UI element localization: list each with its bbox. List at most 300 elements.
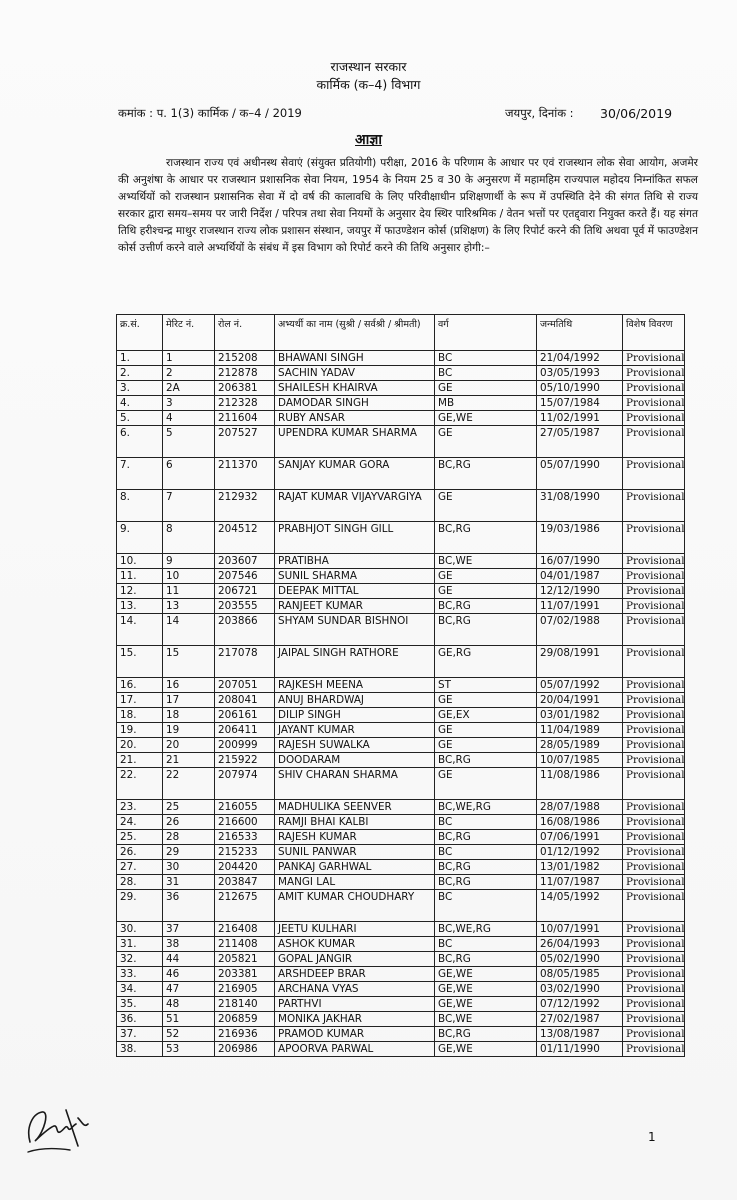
- name-cell: DOODARAM: [275, 753, 435, 768]
- serial-cell: 27.: [117, 860, 163, 875]
- dob-cell: 27/02/1987: [537, 1012, 623, 1027]
- remarks-cell: Provisional: [623, 967, 685, 982]
- roll-cell: 211604: [215, 411, 275, 426]
- remarks-cell: Provisional: [623, 678, 685, 693]
- category-cell: GE: [435, 723, 537, 738]
- col-header-merit: मेरिट नं.: [163, 315, 215, 351]
- table-row: [117, 411, 685, 426]
- name-cell: ASHOK KUMAR: [275, 937, 435, 952]
- merit-cell: 20: [163, 738, 215, 753]
- dob-cell: 11/07/1991: [537, 599, 623, 614]
- table-row: [117, 554, 685, 569]
- table-row: [117, 982, 685, 997]
- dob-cell: 28/07/1988: [537, 800, 623, 815]
- serial-cell: 23.: [117, 800, 163, 815]
- remarks-cell: Provisional: [623, 830, 685, 845]
- name-cell: JAIPAL SINGH RATHORE: [275, 646, 435, 678]
- remarks-cell: Provisional: [623, 411, 685, 426]
- table-row: [117, 522, 685, 554]
- remarks-cell: Provisional: [623, 351, 685, 366]
- name-cell: RANJEET KUMAR: [275, 599, 435, 614]
- remarks-cell: Provisional: [623, 490, 685, 522]
- dob-cell: 31/08/1990: [537, 490, 623, 522]
- name-cell: SUNIL SHARMA: [275, 569, 435, 584]
- dob-cell: 03/02/1990: [537, 982, 623, 997]
- category-cell: BC,WE,RG: [435, 800, 537, 815]
- table-row: [117, 1027, 685, 1042]
- name-cell: UPENDRA KUMAR SHARMA: [275, 426, 435, 458]
- serial-cell: 32.: [117, 952, 163, 967]
- roll-cell: 216408: [215, 922, 275, 937]
- place-date-label: जयपुर, दिनांक :: [505, 106, 574, 120]
- serial-cell: 9.: [117, 522, 163, 554]
- merit-cell: 46: [163, 967, 215, 982]
- serial-cell: 17.: [117, 693, 163, 708]
- name-cell: APOORVA PARWAL: [275, 1042, 435, 1057]
- table-row: [117, 875, 685, 890]
- serial-cell: 16.: [117, 678, 163, 693]
- merit-cell: 6: [163, 458, 215, 490]
- serial-cell: 12.: [117, 584, 163, 599]
- category-cell: BC: [435, 351, 537, 366]
- category-cell: BC,RG: [435, 952, 537, 967]
- merit-cell: 10: [163, 569, 215, 584]
- name-cell: RAJESH SUWALKA: [275, 738, 435, 753]
- dob-cell: 13/01/1982: [537, 860, 623, 875]
- header-government: राजस्थान सरकार: [330, 59, 407, 74]
- category-cell: BC: [435, 890, 537, 922]
- appointment-table: [116, 314, 685, 1057]
- remarks-cell: Provisional: [623, 768, 685, 800]
- roll-cell: 217078: [215, 646, 275, 678]
- merit-cell: 36: [163, 890, 215, 922]
- remarks-cell: Provisional: [623, 458, 685, 490]
- category-cell: BC,RG: [435, 1027, 537, 1042]
- merit-cell: 30: [163, 860, 215, 875]
- table-row: [117, 646, 685, 678]
- serial-cell: 24.: [117, 815, 163, 830]
- roll-cell: 216055: [215, 800, 275, 815]
- name-cell: ARCHANA VYAS: [275, 982, 435, 997]
- merit-cell: 3: [163, 396, 215, 411]
- category-cell: GE,WE: [435, 982, 537, 997]
- col-header-dob: जन्मतिथि: [537, 315, 623, 351]
- category-cell: BC,RG: [435, 753, 537, 768]
- order-date: 30/06/2019: [600, 106, 673, 121]
- col-header-roll: रोल नं.: [215, 315, 275, 351]
- roll-cell: 203866: [215, 614, 275, 646]
- roll-cell: 212328: [215, 396, 275, 411]
- name-cell: PRAMOD KUMAR: [275, 1027, 435, 1042]
- table-row: [117, 768, 685, 800]
- remarks-cell: Provisional: [623, 875, 685, 890]
- serial-cell: 18.: [117, 708, 163, 723]
- category-cell: GE: [435, 738, 537, 753]
- category-cell: BC,RG: [435, 614, 537, 646]
- dob-cell: 03/01/1982: [537, 708, 623, 723]
- serial-cell: 28.: [117, 875, 163, 890]
- serial-cell: 22.: [117, 768, 163, 800]
- name-cell: SHIV CHARAN SHARMA: [275, 768, 435, 800]
- remarks-cell: Provisional: [623, 522, 685, 554]
- table-row: [117, 753, 685, 768]
- table-row: [117, 800, 685, 815]
- category-cell: BC: [435, 845, 537, 860]
- table-row: [117, 381, 685, 396]
- category-cell: BC,RG: [435, 522, 537, 554]
- dob-cell: 10/07/1991: [537, 922, 623, 937]
- category-cell: GE,WE: [435, 1042, 537, 1057]
- remarks-cell: Provisional: [623, 554, 685, 569]
- roll-cell: 200999: [215, 738, 275, 753]
- dob-cell: 05/07/1990: [537, 458, 623, 490]
- roll-cell: 206721: [215, 584, 275, 599]
- merit-cell: 18: [163, 708, 215, 723]
- merit-cell: 7: [163, 490, 215, 522]
- roll-cell: 203555: [215, 599, 275, 614]
- serial-cell: 7.: [117, 458, 163, 490]
- merit-cell: 31: [163, 875, 215, 890]
- merit-cell: 19: [163, 723, 215, 738]
- table-row: [117, 396, 685, 411]
- remarks-cell: Provisional: [623, 1012, 685, 1027]
- name-cell: SANJAY KUMAR GORA: [275, 458, 435, 490]
- category-cell: BC,WE: [435, 1012, 537, 1027]
- merit-cell: 48: [163, 997, 215, 1012]
- table-row: [117, 569, 685, 584]
- merit-cell: 25: [163, 800, 215, 815]
- name-cell: PRATIBHA: [275, 554, 435, 569]
- serial-cell: 4.: [117, 396, 163, 411]
- serial-cell: 6.: [117, 426, 163, 458]
- name-cell: ARSHDEEP BRAR: [275, 967, 435, 982]
- reference-number: कमांक : प. 1(3) कार्मिक / क–4 / 2019: [118, 106, 302, 120]
- merit-cell: 52: [163, 1027, 215, 1042]
- name-cell: DILIP SINGH: [275, 708, 435, 723]
- remarks-cell: Provisional: [623, 890, 685, 922]
- serial-cell: 10.: [117, 554, 163, 569]
- table-row: [117, 351, 685, 366]
- table-header-row: [117, 315, 685, 351]
- merit-cell: 37: [163, 922, 215, 937]
- roll-cell: 216533: [215, 830, 275, 845]
- roll-cell: 207527: [215, 426, 275, 458]
- category-cell: BC: [435, 366, 537, 381]
- dob-cell: 01/12/1992: [537, 845, 623, 860]
- roll-cell: 208041: [215, 693, 275, 708]
- name-cell: GOPAL JANGIR: [275, 952, 435, 967]
- dob-cell: 11/08/1986: [537, 768, 623, 800]
- table-row: [117, 830, 685, 845]
- dob-cell: 07/02/1988: [537, 614, 623, 646]
- serial-cell: 19.: [117, 723, 163, 738]
- table-row: [117, 426, 685, 458]
- category-cell: BC,RG: [435, 875, 537, 890]
- roll-cell: 206859: [215, 1012, 275, 1027]
- merit-cell: 9: [163, 554, 215, 569]
- roll-cell: 216905: [215, 982, 275, 997]
- roll-cell: 205821: [215, 952, 275, 967]
- merit-cell: 44: [163, 952, 215, 967]
- dob-cell: 19/03/1986: [537, 522, 623, 554]
- remarks-cell: Provisional: [623, 584, 685, 599]
- name-cell: MADHULIKA SEENVER: [275, 800, 435, 815]
- merit-cell: 47: [163, 982, 215, 997]
- dob-cell: 04/01/1987: [537, 569, 623, 584]
- remarks-cell: Provisional: [623, 982, 685, 997]
- remarks-cell: Provisional: [623, 937, 685, 952]
- roll-cell: 206986: [215, 1042, 275, 1057]
- merit-cell: 13: [163, 599, 215, 614]
- table-row: [117, 890, 685, 922]
- dob-cell: 20/04/1991: [537, 693, 623, 708]
- category-cell: BC,WE: [435, 554, 537, 569]
- serial-cell: 1.: [117, 351, 163, 366]
- serial-cell: 20.: [117, 738, 163, 753]
- dob-cell: 29/08/1991: [537, 646, 623, 678]
- name-cell: JEETU KULHARI: [275, 922, 435, 937]
- order-body-paragraph: राजस्थान राज्य एवं अधीनस्थ सेवाएं (संयुक्त प्रतियोगी) परीक्षा, 2016 के परिणाम के आधार पर एवं राजस्थान लोक सेवा आयोग, अजमेर की अनुशंषा के आधार पर राजस्थान प्रशासनिक सेवा नियम, 1954 के नियम 25 व 30 के अनुसरण में महामहिम राज्यपाल महोदय निम्नांकित सफल अभ्यर्थियों को राजस्थान प्रशासनिक सेवा में दो वर्ष की कालावधि के लिए परिवीक्षाधीन प्रशिक्षणार्थी के रूप में उपस्थिति देने की संगत तिथि से राज्य सरकार द्वारा समय–समय पर जारी निर्देश / परिपत्र तथा सेवा नियमों के अनुसार देय स्थिर पारिश्रमिक / वेतन भत्तों पर एतद्द्वारा नियुक्त करते हैं। यह संगत तिथि हरीश्चन्द्र माथुर राजस्थान राज्य लोक प्रशासन संस्थान, जयपुर में फाउण्डेशन कोर्स (प्रशिक्षण) के लिए रिपोर्ट करने की तिथि अथवा पूर्व में फाउण्डेशन कोर्स उत्तीर्ण करने वाले अभ्यर्थियों के संबंध में इस विभाग को रिपोर्ट करने की तिथि अनुसार होगी:–: [118, 157, 698, 254]
- remarks-cell: Provisional: [623, 396, 685, 411]
- merit-cell: 51: [163, 1012, 215, 1027]
- roll-cell: 203381: [215, 967, 275, 982]
- merit-cell: 29: [163, 845, 215, 860]
- table-row: [117, 997, 685, 1012]
- dob-cell: 11/02/1991: [537, 411, 623, 426]
- serial-cell: 29.: [117, 890, 163, 922]
- dob-cell: 11/04/1989: [537, 723, 623, 738]
- remarks-cell: Provisional: [623, 1027, 685, 1042]
- category-cell: BC,RG: [435, 830, 537, 845]
- order-title: आज्ञा: [355, 132, 382, 148]
- dob-cell: 03/05/1993: [537, 366, 623, 381]
- merit-cell: 16: [163, 678, 215, 693]
- merit-cell: 38: [163, 937, 215, 952]
- serial-cell: 35.: [117, 997, 163, 1012]
- roll-cell: 206411: [215, 723, 275, 738]
- category-cell: MB: [435, 396, 537, 411]
- roll-cell: 218140: [215, 997, 275, 1012]
- remarks-cell: Provisional: [623, 815, 685, 830]
- table-row: [117, 952, 685, 967]
- remarks-cell: Provisional: [623, 614, 685, 646]
- table-row: [117, 693, 685, 708]
- roll-cell: 212675: [215, 890, 275, 922]
- remarks-cell: Provisional: [623, 800, 685, 815]
- col-header-name: अभ्यर्थी का नाम (सुश्री / सर्वश्री / श्रीमती): [275, 315, 435, 351]
- name-cell: RAJKESH MEENA: [275, 678, 435, 693]
- remarks-cell: Provisional: [623, 366, 685, 381]
- dob-cell: 12/12/1990: [537, 584, 623, 599]
- merit-cell: 15: [163, 646, 215, 678]
- handwritten-signature: [22, 1098, 92, 1158]
- remarks-cell: Provisional: [623, 569, 685, 584]
- name-cell: ANUJ BHARDWAJ: [275, 693, 435, 708]
- roll-cell: 207974: [215, 768, 275, 800]
- table-row: [117, 815, 685, 830]
- dob-cell: 27/05/1987: [537, 426, 623, 458]
- name-cell: RUBY ANSAR: [275, 411, 435, 426]
- table-row: [117, 366, 685, 381]
- merit-cell: 21: [163, 753, 215, 768]
- category-cell: GE: [435, 768, 537, 800]
- merit-cell: 2: [163, 366, 215, 381]
- roll-cell: 211408: [215, 937, 275, 952]
- merit-cell: 53: [163, 1042, 215, 1057]
- name-cell: PARTHVI: [275, 997, 435, 1012]
- header-department: कार्मिक (क–4) विभाग: [316, 77, 421, 92]
- dob-cell: 13/08/1987: [537, 1027, 623, 1042]
- category-cell: BC,WE,RG: [435, 922, 537, 937]
- dob-cell: 07/06/1991: [537, 830, 623, 845]
- name-cell: DAMODAR SINGH: [275, 396, 435, 411]
- remarks-cell: Provisional: [623, 738, 685, 753]
- category-cell: GE: [435, 426, 537, 458]
- remarks-cell: Provisional: [623, 753, 685, 768]
- dob-cell: 16/07/1990: [537, 554, 623, 569]
- merit-cell: 11: [163, 584, 215, 599]
- col-header-category: वर्ग: [435, 315, 537, 351]
- remarks-cell: Provisional: [623, 845, 685, 860]
- merit-cell: 22: [163, 768, 215, 800]
- roll-cell: 215233: [215, 845, 275, 860]
- remarks-cell: Provisional: [623, 997, 685, 1012]
- name-cell: RAJESH KUMAR: [275, 830, 435, 845]
- remarks-cell: Provisional: [623, 723, 685, 738]
- category-cell: BC: [435, 937, 537, 952]
- roll-cell: 207546: [215, 569, 275, 584]
- merit-cell: 4: [163, 411, 215, 426]
- roll-cell: 207051: [215, 678, 275, 693]
- dob-cell: 16/08/1986: [537, 815, 623, 830]
- category-cell: GE: [435, 569, 537, 584]
- table-row: [117, 845, 685, 860]
- roll-cell: 204512: [215, 522, 275, 554]
- remarks-cell: Provisional: [623, 708, 685, 723]
- merit-cell: 5: [163, 426, 215, 458]
- remarks-cell: Provisional: [623, 426, 685, 458]
- dob-cell: 28/05/1989: [537, 738, 623, 753]
- dob-cell: 05/07/1992: [537, 678, 623, 693]
- table-row: [117, 1012, 685, 1027]
- roll-cell: 211370: [215, 458, 275, 490]
- serial-cell: 33.: [117, 967, 163, 982]
- table-row: [117, 922, 685, 937]
- category-cell: BC,RG: [435, 458, 537, 490]
- dob-cell: 01/11/1990: [537, 1042, 623, 1057]
- dob-cell: 15/07/1984: [537, 396, 623, 411]
- table-row: [117, 614, 685, 646]
- serial-cell: 2.: [117, 366, 163, 381]
- table-body: [117, 351, 685, 1057]
- category-cell: BC: [435, 815, 537, 830]
- serial-cell: 14.: [117, 614, 163, 646]
- dob-cell: 10/07/1985: [537, 753, 623, 768]
- remarks-cell: Provisional: [623, 922, 685, 937]
- category-cell: GE,WE: [435, 411, 537, 426]
- table-row: [117, 967, 685, 982]
- name-cell: PANKAJ GARHWAL: [275, 860, 435, 875]
- name-cell: SUNIL PANWAR: [275, 845, 435, 860]
- serial-cell: 37.: [117, 1027, 163, 1042]
- table-row: [117, 490, 685, 522]
- table-row: [117, 860, 685, 875]
- serial-cell: 5.: [117, 411, 163, 426]
- table-row: [117, 678, 685, 693]
- remarks-cell: Provisional: [623, 1042, 685, 1057]
- category-cell: BC,RG: [435, 860, 537, 875]
- table-row: [117, 723, 685, 738]
- roll-cell: 206161: [215, 708, 275, 723]
- col-header-serial: क्र.सं.: [117, 315, 163, 351]
- name-cell: SACHIN YADAV: [275, 366, 435, 381]
- remarks-cell: Provisional: [623, 952, 685, 967]
- merit-cell: 2A: [163, 381, 215, 396]
- name-cell: PRABHJOT SINGH GILL: [275, 522, 435, 554]
- category-cell: GE,EX: [435, 708, 537, 723]
- category-cell: GE: [435, 584, 537, 599]
- serial-cell: 26.: [117, 845, 163, 860]
- name-cell: AMIT KUMAR CHOUDHARY: [275, 890, 435, 922]
- dob-cell: 05/02/1990: [537, 952, 623, 967]
- serial-cell: 21.: [117, 753, 163, 768]
- roll-cell: 216600: [215, 815, 275, 830]
- merit-cell: 26: [163, 815, 215, 830]
- roll-cell: 204420: [215, 860, 275, 875]
- merit-cell: 1: [163, 351, 215, 366]
- roll-cell: 206381: [215, 381, 275, 396]
- remarks-cell: Provisional: [623, 693, 685, 708]
- roll-cell: 215922: [215, 753, 275, 768]
- category-cell: GE: [435, 490, 537, 522]
- dob-cell: 07/12/1992: [537, 997, 623, 1012]
- remarks-cell: Provisional: [623, 381, 685, 396]
- table-row: [117, 708, 685, 723]
- name-cell: DEEPAK MITTAL: [275, 584, 435, 599]
- page-number: 1: [648, 1130, 656, 1144]
- serial-cell: 15.: [117, 646, 163, 678]
- dob-cell: 21/04/1992: [537, 351, 623, 366]
- serial-cell: 30.: [117, 922, 163, 937]
- dob-cell: 11/07/1987: [537, 875, 623, 890]
- name-cell: BHAWANI SINGH: [275, 351, 435, 366]
- roll-cell: 212878: [215, 366, 275, 381]
- name-cell: JAYANT KUMAR: [275, 723, 435, 738]
- remarks-cell: Provisional: [623, 646, 685, 678]
- serial-cell: 31.: [117, 937, 163, 952]
- serial-cell: 13.: [117, 599, 163, 614]
- col-header-remarks: विशेष विवरण: [623, 315, 685, 351]
- remarks-cell: Provisional: [623, 599, 685, 614]
- merit-cell: 28: [163, 830, 215, 845]
- name-cell: MANGI LAL: [275, 875, 435, 890]
- merit-cell: 8: [163, 522, 215, 554]
- table-row: [117, 1042, 685, 1057]
- category-cell: GE,RG: [435, 646, 537, 678]
- name-cell: MONIKA JAKHAR: [275, 1012, 435, 1027]
- name-cell: RAMJI BHAI KALBI: [275, 815, 435, 830]
- table-row: [117, 584, 685, 599]
- serial-cell: 8.: [117, 490, 163, 522]
- dob-cell: 08/05/1985: [537, 967, 623, 982]
- serial-cell: 34.: [117, 982, 163, 997]
- category-cell: GE: [435, 693, 537, 708]
- merit-cell: 17: [163, 693, 215, 708]
- serial-cell: 38.: [117, 1042, 163, 1057]
- roll-cell: 203847: [215, 875, 275, 890]
- merit-cell: 14: [163, 614, 215, 646]
- roll-cell: 203607: [215, 554, 275, 569]
